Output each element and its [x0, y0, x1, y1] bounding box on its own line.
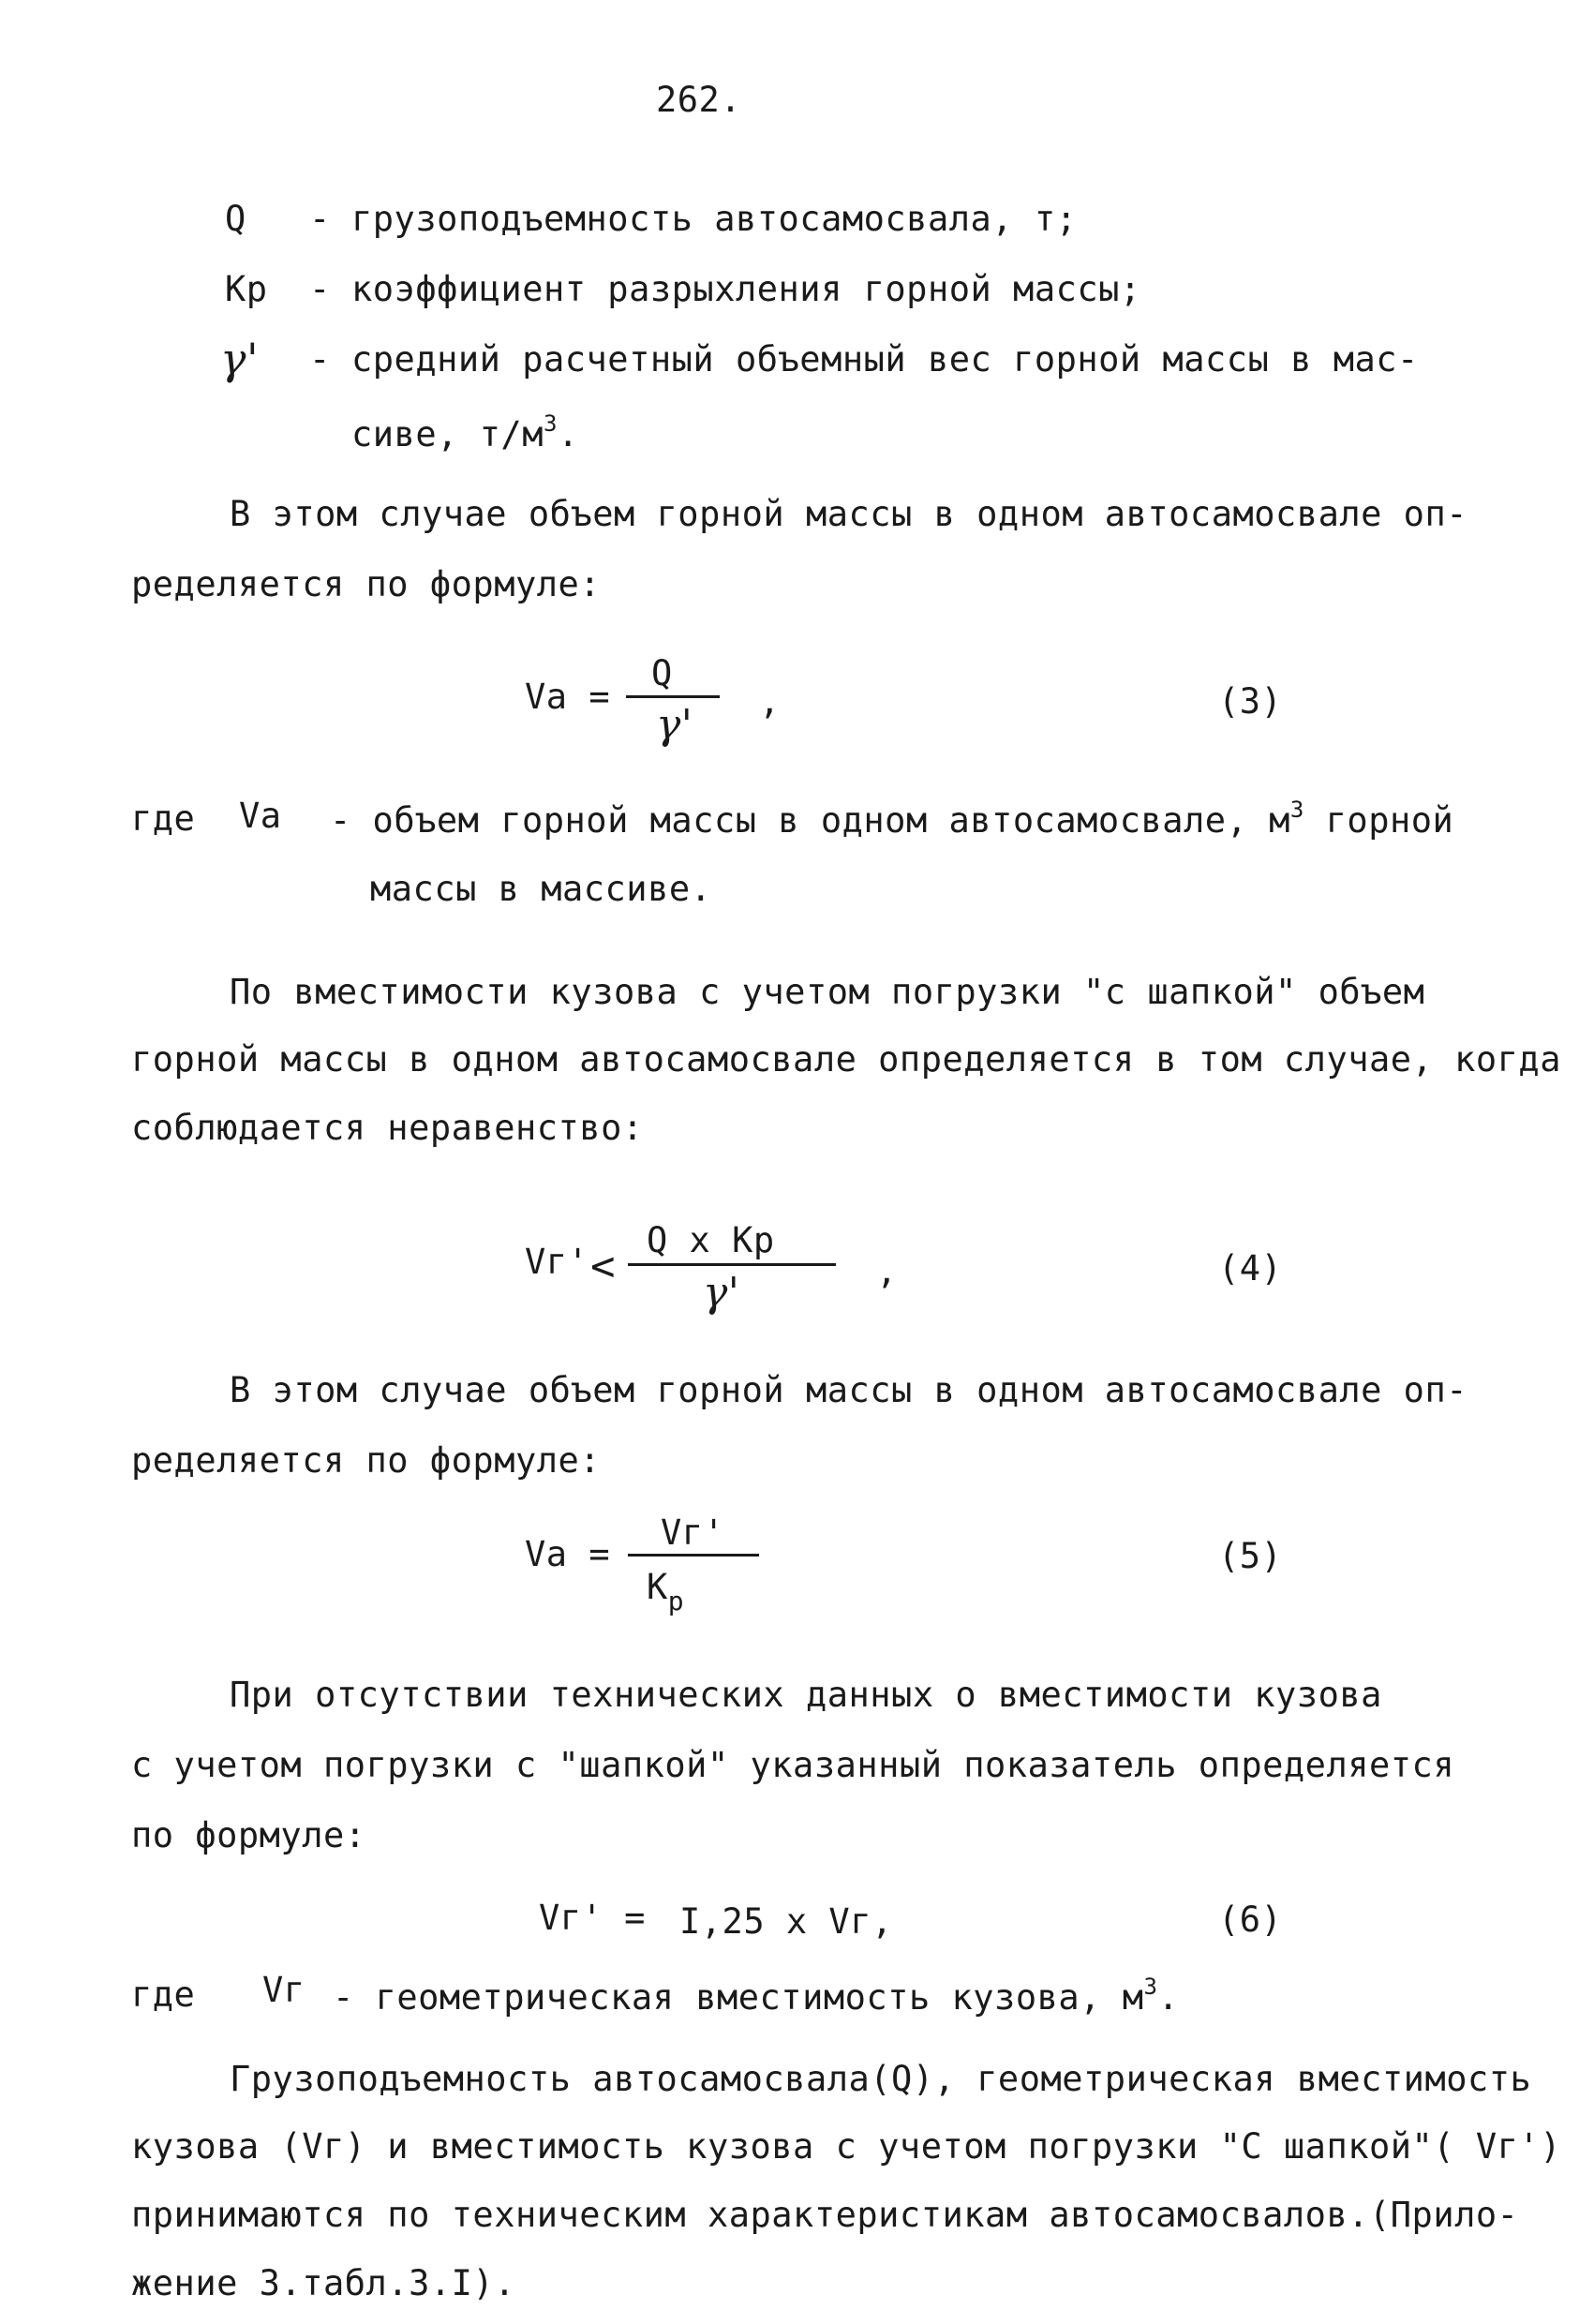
formula-4-relation: <: [590, 1243, 616, 1290]
def-text-q: грузоподъемность автосамосвала, т;: [351, 199, 1078, 239]
paragraph-line: соблюдается неравенство:: [131, 1108, 644, 1148]
formula-4-fraction-bar: [628, 1263, 836, 1266]
where-word: где: [131, 798, 196, 839]
formula-4-denominator: γ': [703, 1269, 740, 1317]
formula-4-comma: ,: [876, 1251, 898, 1291]
def-symbol-kr: Кр: [225, 269, 268, 309]
where-text-va-cont: массы в массиве.: [370, 869, 712, 909]
where-word: где: [131, 1974, 196, 2015]
paragraph-line: кузова (Vг) и вместимость кузова с учетом погрузки "С шапкой"( Vг'): [131, 2126, 1561, 2167]
def-text-gamma-cont: сиве, $т/м^3$.: [351, 410, 579, 454]
def-dash: -: [309, 269, 331, 309]
formula-6-rhs: I,25 х Vг,: [679, 1901, 893, 1942]
formula-3-fraction-bar: [626, 695, 720, 698]
formula-6-lhs: Vг' =: [539, 1898, 646, 1938]
formula-3-denominator: γ': [656, 701, 693, 749]
formula-4-label: (4): [1218, 1248, 1283, 1289]
formula-3-lhs: Vа =: [525, 677, 611, 717]
formula-6-label: (6): [1218, 1899, 1283, 1940]
paragraph-line: жение 3.табл.3.I).: [131, 2263, 515, 2303]
paragraph-line: При отсутствии технических данных о вместимости кузова: [230, 1675, 1382, 1715]
page-number: 262.: [656, 80, 742, 120]
formula-5-numerator: Vг': [661, 1512, 725, 1553]
paragraph-line: горной массы в одном автосамосвале определяется в том случае, когда: [131, 1039, 1561, 1080]
def-text-kr: коэффициент разрыхления горной массы;: [351, 269, 1141, 309]
paragraph-line: В этом случае объем горной массы в одном автосамосвале оп-: [230, 1370, 1468, 1410]
paragraph-line: Грузоподъемность автосамосвала(Q), геометрическая вместимость: [230, 2059, 1532, 2099]
def-dash: -: [309, 339, 331, 380]
def-symbol-q: Q: [225, 199, 246, 239]
formula-5-label: (5): [1218, 1536, 1283, 1576]
def-text-gamma: средний расчетный объемный вес горной массы в мас-: [351, 339, 1419, 380]
def-symbol-gamma: γ': [220, 334, 260, 384]
paragraph-line: ределяется по формуле:: [131, 564, 602, 604]
formula-4-numerator: Q х Кр: [647, 1220, 775, 1260]
where-symbol-va: Vа: [239, 796, 282, 836]
def-dash: -: [309, 199, 331, 239]
formula-5-fraction-bar: [628, 1554, 759, 1557]
formula-3-label: (3): [1218, 681, 1283, 722]
where-text-va: - объем горной массы в одном автосамосвале, $м^3$ горной: [330, 797, 1454, 841]
paragraph-line: По вместимости кузова с учетом погрузки "с шапкой" объем: [230, 972, 1425, 1012]
paragraph-line: принимаются по техническим характеристикам автосамосвалов.(Прило-: [131, 2195, 1519, 2235]
where-text-vg: - геометрическая вместимость кузова, $м^3$.: [333, 1974, 1180, 2018]
paragraph-line: с учетом погрузки с "шапкой" указанный показатель определяется: [131, 1745, 1455, 1785]
formula-3-comma: ,: [759, 681, 781, 722]
formula-4-lhs: Vг': [525, 1242, 589, 1282]
formula-5-denominator: $К_р$: [647, 1567, 685, 1616]
paragraph-line: по формуле:: [131, 1815, 366, 1855]
paragraph-line: В этом случае объем горной массы в одном автосамосвале оп-: [230, 494, 1468, 534]
formula-3-numerator: Q: [651, 653, 673, 693]
paragraph-line: ределяется по формуле:: [131, 1440, 602, 1481]
where-symbol-vg: Vг: [262, 1970, 305, 2010]
formula-5-lhs: Vа =: [525, 1534, 611, 1574]
